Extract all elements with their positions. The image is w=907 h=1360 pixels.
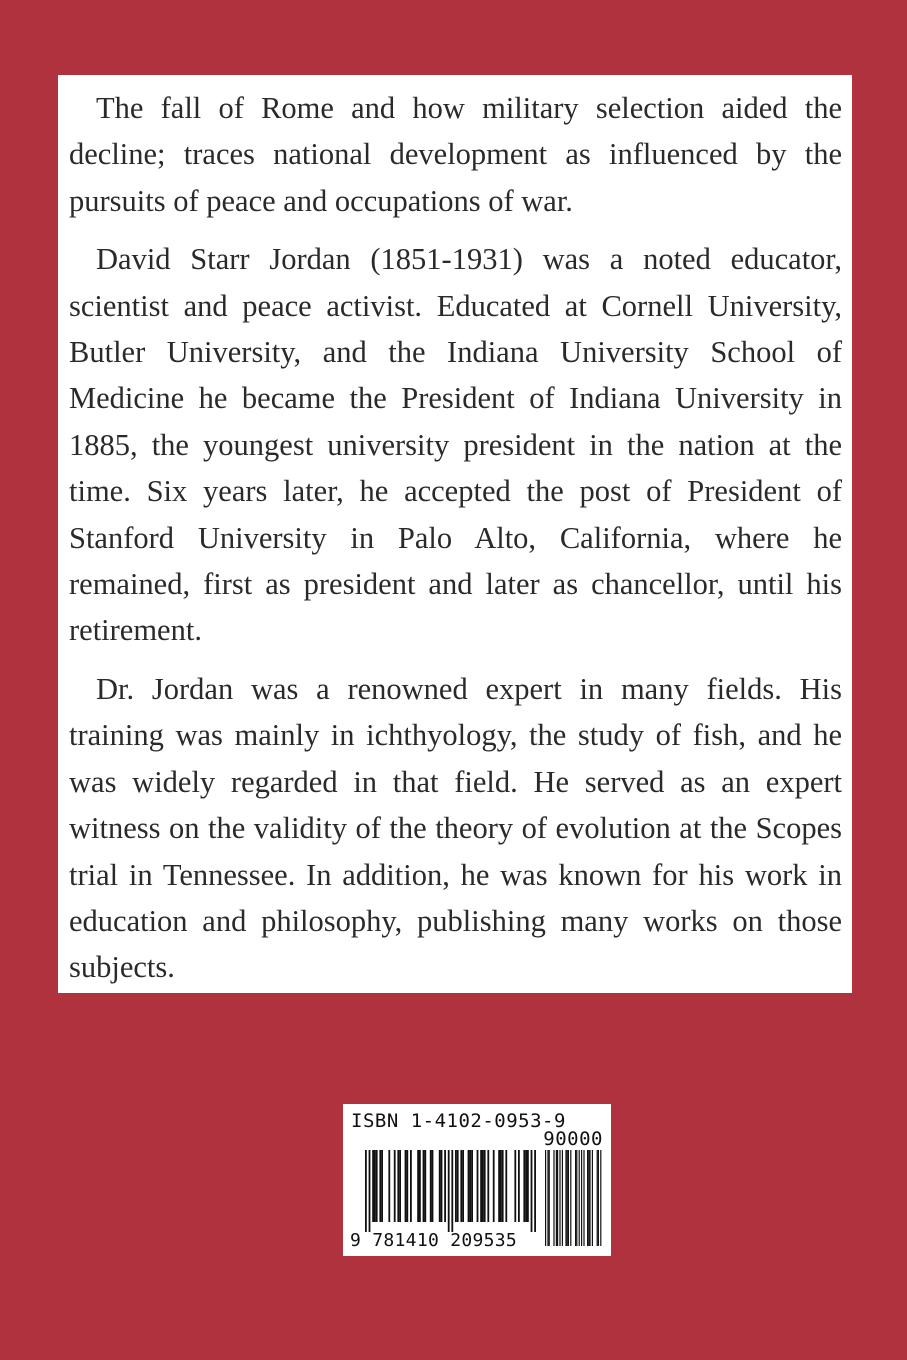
- barcode-bar: [448, 1150, 450, 1232]
- barcode-addon-bar: [559, 1150, 560, 1246]
- ean-digits: 9 781410 209535: [350, 1230, 518, 1251]
- barcode-bar: [487, 1150, 489, 1222]
- barcode-bar: [525, 1150, 527, 1222]
- barcode-bar: [457, 1150, 459, 1222]
- barcode-bar: [444, 1150, 446, 1222]
- barcode-bar: [498, 1150, 500, 1222]
- price-code: 90000: [543, 1128, 603, 1150]
- barcode-addon-bar: [557, 1150, 558, 1246]
- barcode-addon-bar: [567, 1150, 568, 1246]
- barcode-bar: [531, 1150, 533, 1232]
- barcode-addon-bar: [549, 1150, 550, 1246]
- barcode-bar: [423, 1150, 425, 1222]
- barcode-bar: [394, 1150, 396, 1222]
- isbn-label: ISBN 1-4102-0953-9: [351, 1110, 566, 1132]
- barcode-bar: [493, 1150, 495, 1222]
- barcode-addon-bar: [545, 1150, 546, 1246]
- barcode-bar: [374, 1150, 376, 1222]
- barcode-bar: [484, 1150, 486, 1222]
- barcode-bar: [432, 1150, 434, 1222]
- barcode-bar: [505, 1150, 507, 1222]
- barcode-bar: [379, 1150, 381, 1222]
- barcode-bar: [376, 1150, 378, 1222]
- barcode-bar: [419, 1150, 421, 1222]
- barcode-bar: [460, 1150, 462, 1222]
- barcode-addon-bar: [562, 1150, 563, 1246]
- barcode-bar: [397, 1150, 399, 1222]
- description-paragraph-2: David Starr Jordan (1851-1931) was a noted educator, scientist and peace activist. Educated at Cornell University, Butler University, and the Indiana University School of Medicine he became the President of Indiana University in 1885, the youngest university president in the nation at the time. Six years later, he accepted the post of President of Stanford University in Palo Alto, California, where he remained, first as president and later as chancellor, until his retirement.: [69, 242, 842, 648]
- barcode-bar: [424, 1150, 426, 1222]
- description-paragraph-1: The fall of Rome and how military selection aided the decline; traces national development as influenced by the pursuits of peace and occupations of war.: [69, 91, 842, 218]
- barcode-addon-bar: [547, 1150, 548, 1246]
- barcode-bar: [399, 1150, 401, 1222]
- barcode-addon-bar: [588, 1150, 589, 1246]
- barcode-bar: [534, 1150, 536, 1232]
- barcode-addon-bar: [568, 1150, 569, 1246]
- barcode-bar: [451, 1150, 453, 1232]
- barcode-addon-bar: [597, 1150, 598, 1246]
- barcode-bar: [480, 1150, 482, 1222]
- barcode-bar: [439, 1150, 441, 1222]
- barcode-bar: [365, 1150, 367, 1232]
- barcode-bar: [471, 1150, 473, 1222]
- barcode-addon-bar: [581, 1150, 582, 1246]
- isbn-barcode: [343, 1104, 611, 1256]
- barcode-bar: [455, 1150, 457, 1222]
- barcode-bar: [482, 1150, 484, 1222]
- barcode-addon-bar: [553, 1150, 554, 1246]
- barcode-bar: [468, 1150, 470, 1222]
- barcode-bar: [462, 1150, 464, 1222]
- barcode-bar: [405, 1150, 407, 1222]
- barcode-addon-bar: [579, 1150, 580, 1246]
- barcode-addon-bar: [598, 1150, 599, 1246]
- barcode-addon-bar: [575, 1150, 576, 1246]
- barcode-bar: [477, 1150, 479, 1222]
- barcode-addon-bar: [600, 1150, 601, 1246]
- barcode-bar: [527, 1150, 529, 1222]
- description-panel: [58, 75, 852, 993]
- barcode-addon-bar: [592, 1150, 593, 1246]
- barcode-bar: [523, 1150, 525, 1222]
- barcode-addon-bar: [576, 1150, 577, 1246]
- barcode-addon-bar: [570, 1150, 571, 1246]
- barcode-bar: [518, 1150, 520, 1222]
- barcode-bar: [502, 1150, 504, 1222]
- barcode-addon-bar: [565, 1150, 566, 1246]
- barcode-bar: [500, 1150, 502, 1222]
- barcode-bar: [381, 1150, 383, 1222]
- barcode-addon-bar: [589, 1150, 590, 1246]
- barcode-bar: [417, 1150, 419, 1222]
- barcode-addon-bar: [556, 1150, 557, 1246]
- barcode-bar: [369, 1150, 371, 1232]
- barcode-bar: [469, 1150, 471, 1222]
- barcode-bar: [410, 1150, 412, 1222]
- barcode-bar: [406, 1150, 408, 1222]
- description-paragraph-3: Dr. Jordan was a renowned expert in many fields. His training was mainly in ichthyology, the study of fish, and he was widely regarded in that field. He served as an expert witness on the validity of the theory of evolution at the Scopes trial in Tennessee. In addition, he was known for his work in education and philosophy, publishing many works on those subjects.: [69, 671, 842, 985]
- barcode-bar: [388, 1150, 390, 1222]
- barcode-addon-bar: [583, 1150, 584, 1246]
- barcode-bar: [372, 1150, 374, 1222]
- barcode-bar: [430, 1150, 432, 1222]
- barcode-bar: [514, 1150, 516, 1222]
- barcode-bar: [441, 1150, 443, 1222]
- barcode-addon-bar: [587, 1150, 588, 1246]
